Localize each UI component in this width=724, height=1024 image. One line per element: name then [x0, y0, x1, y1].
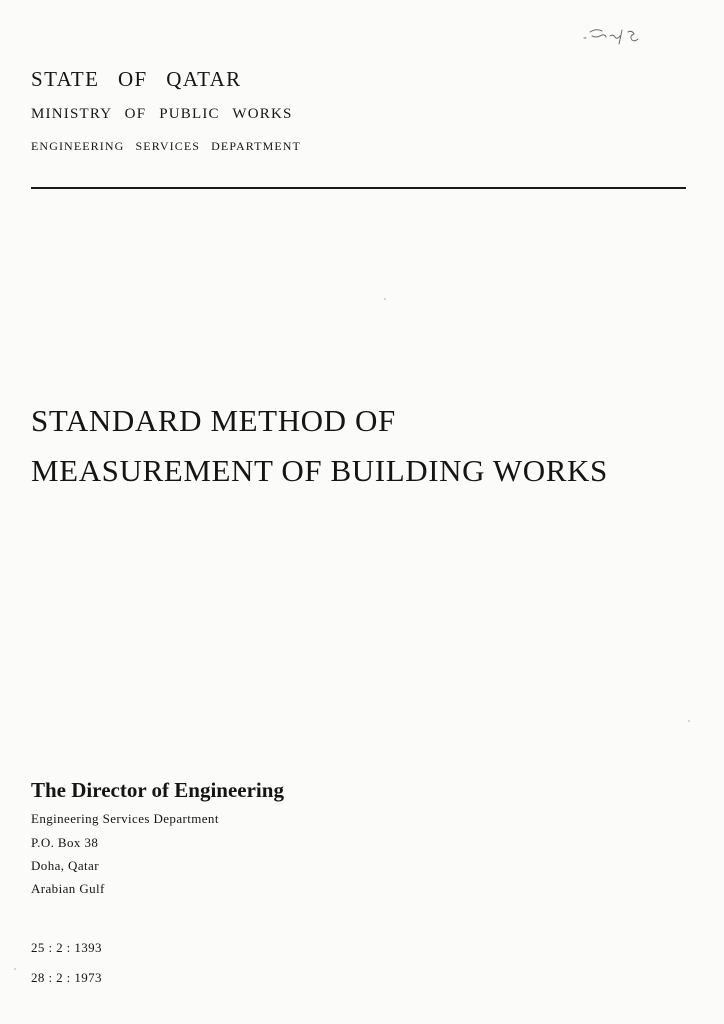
header-divider — [31, 187, 686, 189]
paper-speck — [14, 968, 16, 970]
handwritten-mark — [578, 20, 658, 54]
date-hijri: 25 : 2 : 1393 — [31, 940, 102, 955]
date-gregorian: 28 : 2 : 1973 — [31, 970, 102, 985]
letterhead-ministry: MINISTRY OF PUBLIC WORKS — [31, 106, 293, 122]
paper-speck — [688, 720, 690, 722]
address-line: Arabian Gulf — [31, 881, 105, 896]
address-heading: The Director of Engineering — [31, 778, 284, 802]
address-line: Doha, Qatar — [31, 858, 99, 873]
letterhead-state: STATE OF QATAR — [31, 67, 242, 91]
address-line: P.O. Box 38 — [31, 835, 99, 850]
letterhead-department: ENGINEERING SERVICES DEPARTMENT — [31, 139, 301, 153]
address-line: Engineering Services Department — [31, 811, 219, 826]
document-title-line-2: MEASUREMENT OF BUILDING WORKS — [31, 453, 608, 488]
paper-speck — [384, 298, 386, 300]
document-title — [31, 396, 608, 496]
document-title-line-1: STANDARD METHOD OF — [31, 403, 396, 438]
